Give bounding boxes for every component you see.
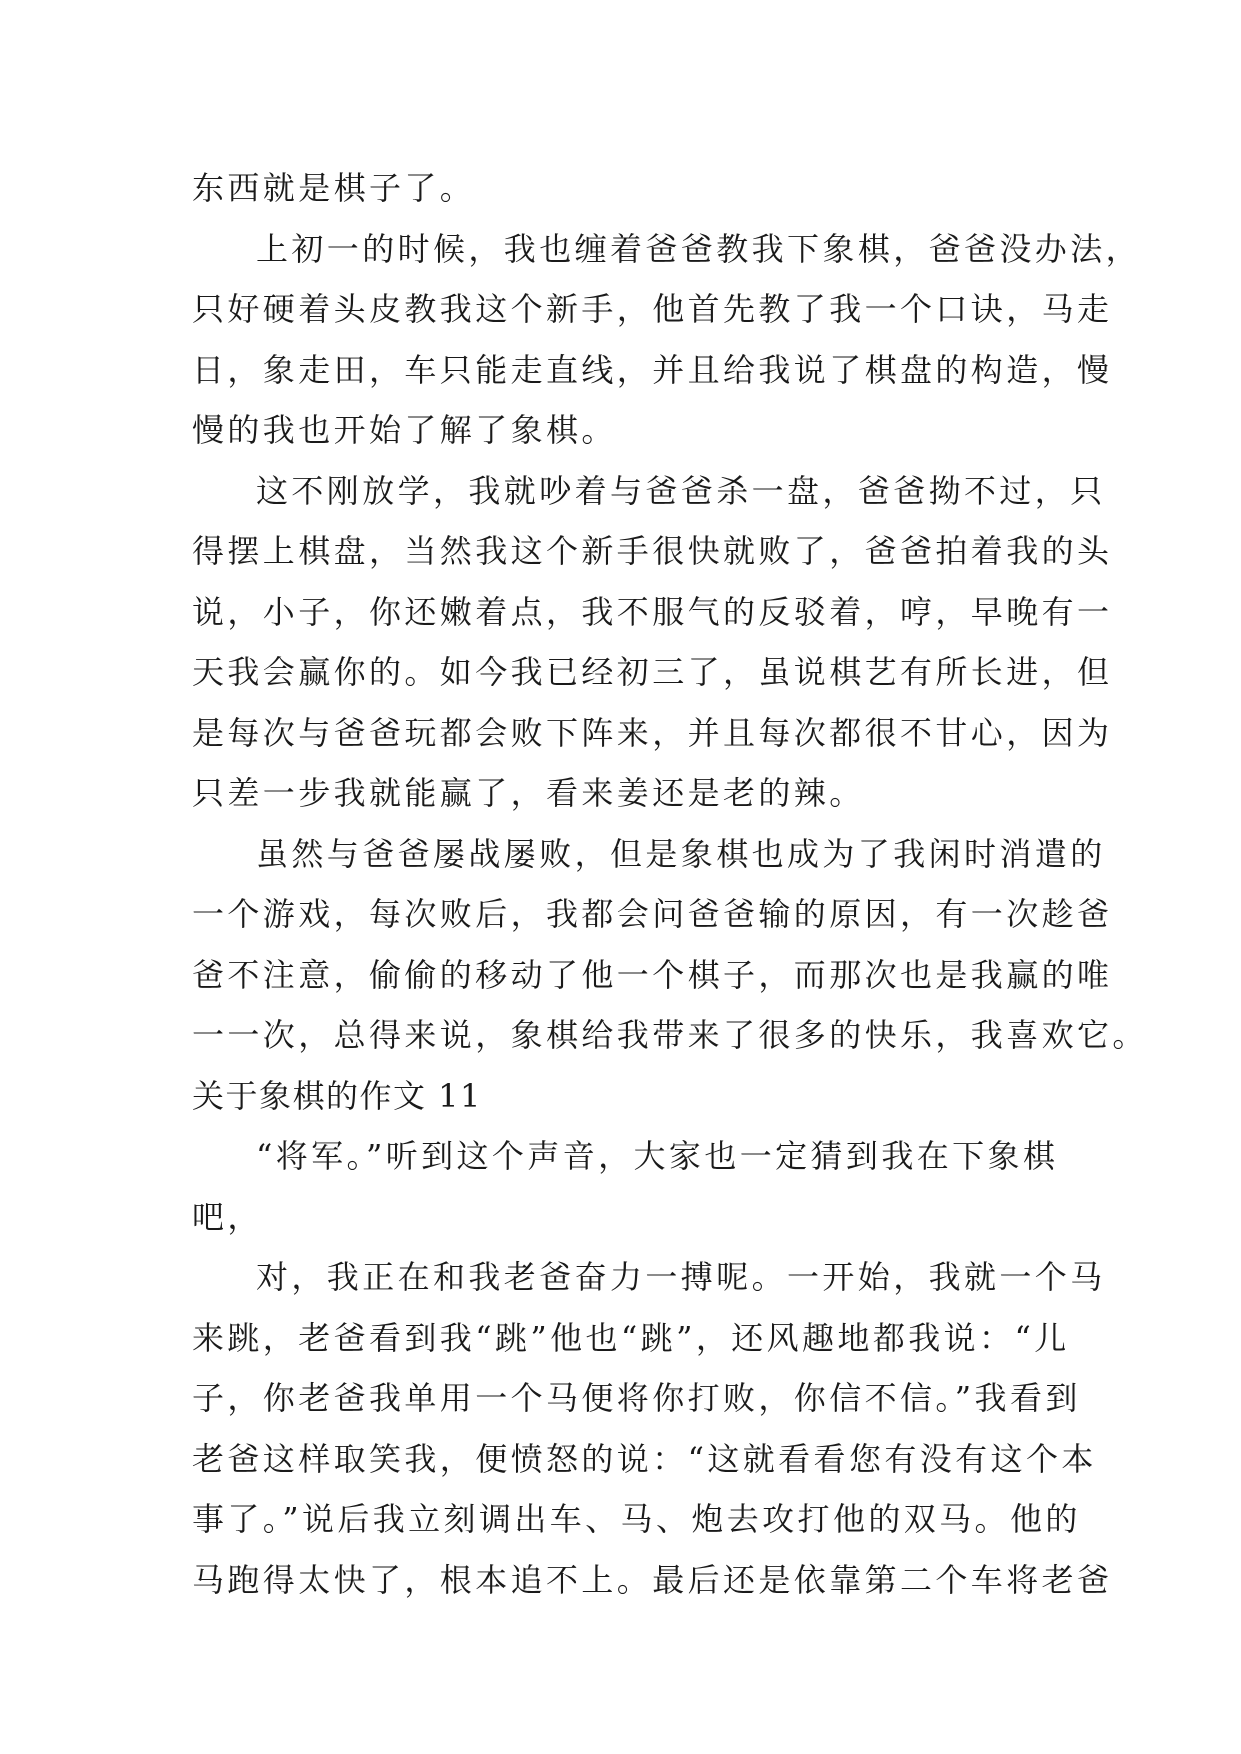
text-line: “将军。”听到这个声音，大家也一定猜到我在下象棋 bbox=[256, 1137, 1059, 1175]
text-line: 一个游戏，每次败后，我都会问爸爸输的原因，有一次趁爸 bbox=[192, 895, 1113, 933]
text-line: 马跑得太快了，根本追不上。最后还是依靠第二个车将老爸 bbox=[192, 1560, 1113, 1599]
text-line: 老爸这样取笑我，便愤怒的说：“这就看看您有没有这个本 bbox=[192, 1439, 1097, 1478]
text-line: 天我会赢你的。如今我已经初三了，虽说棋艺有所长进，但 bbox=[192, 653, 1113, 691]
text-line: 爸不注意，偷偷的移动了他一个棋子，而那次也是我赢的唯 bbox=[192, 955, 1113, 994]
text-line: 吧， bbox=[192, 1197, 263, 1236]
text-line: 只好硬着头皮教我这个新手，他首先教了我一个口诀，马走 bbox=[192, 290, 1113, 328]
text-line: 日，象走田，车只能走直线，并且给我说了棋盘的构造，慢 bbox=[192, 350, 1113, 389]
text-line: 东西就是棋子了。 bbox=[192, 169, 476, 207]
text-line: 上初一的时候，我也缠着爸爸教我下象棋，爸爸没办法， bbox=[256, 229, 1142, 268]
text-line: 子，你老爸我单用一个马便将你打败，你信不信。”我看到 bbox=[192, 1379, 1081, 1417]
text-line: 只差一步我就能赢了，看来姜还是老的辣。 bbox=[192, 774, 865, 812]
text-line: 虽然与爸爸屡战屡败，但是象棋也成为了我闲时消遣的 bbox=[256, 834, 1106, 873]
text-line: 来跳，老爸看到我“跳”他也“跳”，还风趣地都我说：“儿 bbox=[192, 1318, 1070, 1357]
text-line: 说，小子，你还嫩着点，我不服气的反驳着，哼，早晚有一 bbox=[192, 592, 1113, 631]
text-line: 事了。”说后我立刻调出车、马、炮去攻打他的双马。他的 bbox=[192, 1500, 1081, 1538]
text-line: 得摆上棋盘，当然我这个新手很快就败了，爸爸拍着我的头 bbox=[192, 532, 1113, 570]
text-line: 对，我正在和我老爸奋力一搏呢。一开始，我就一个马 bbox=[256, 1258, 1106, 1296]
text-line: 慢的我也开始了解了象棋。 bbox=[192, 411, 617, 449]
section-heading: 关于象棋的作文 11 bbox=[192, 1076, 482, 1115]
essay-body bbox=[192, 158, 1148, 1610]
text-line: 是每次与爸爸玩都会败下阵来，并且每次都很不甘心，因为 bbox=[192, 713, 1113, 752]
text-line: 这不刚放学，我就吵着与爸爸杀一盘，爸爸拗不过，只 bbox=[256, 471, 1106, 510]
text-line: 一一次，总得来说，象棋给我带来了很多的快乐，我喜欢它。 bbox=[192, 1016, 1148, 1054]
